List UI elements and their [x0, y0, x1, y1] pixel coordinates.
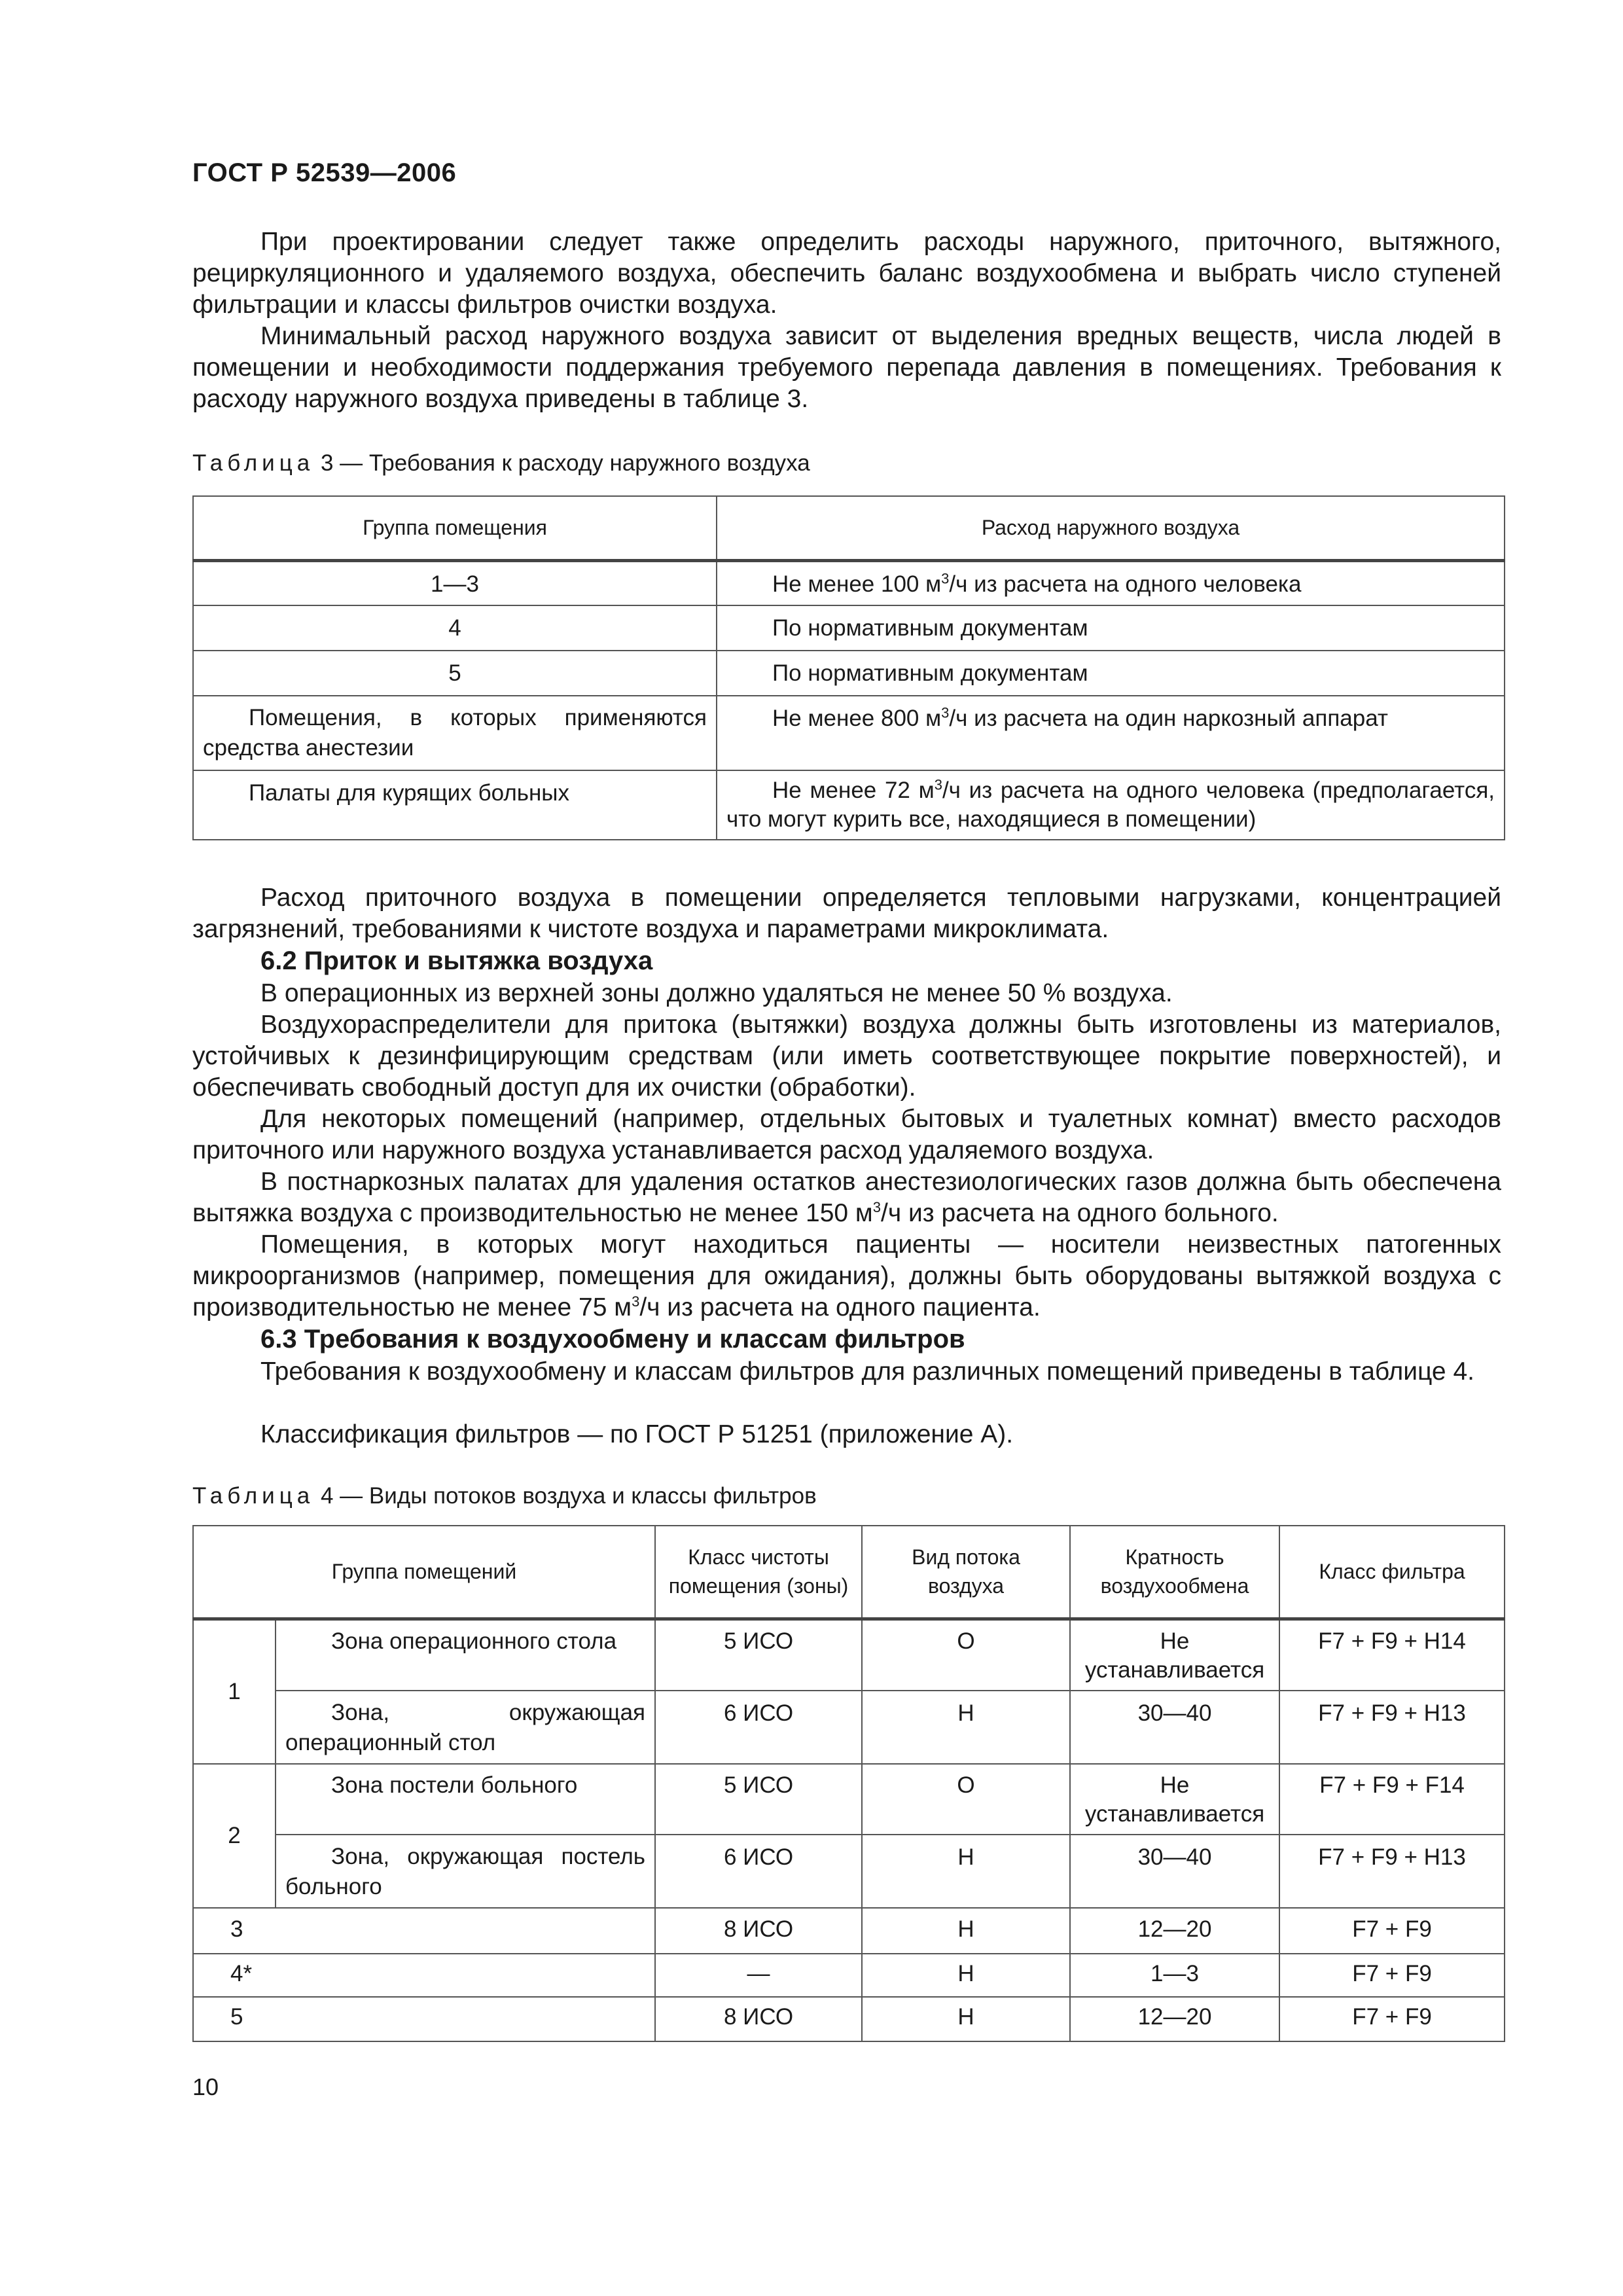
filter-classes-table: [192, 1525, 1505, 2042]
page-number: 10: [192, 2073, 219, 2100]
flow-type-cell: Н: [862, 1908, 1070, 1954]
table-caption-word: Таблица: [192, 450, 315, 476]
table-header-row: [193, 496, 1505, 560]
table-row: [193, 651, 1505, 696]
air-change-cell: 30—40: [1070, 1691, 1279, 1764]
flow-type-cell: Н: [862, 1997, 1070, 2041]
clean-class-cell: 5 ИСО: [655, 1619, 862, 1691]
superscript: 3: [632, 1293, 640, 1310]
paragraph: В операционных из верхней зоны должно удаляться не менее 50 % воздуха.: [260, 979, 1173, 1007]
column-header: Группа помещения: [193, 496, 717, 560]
air-change-cell: 12—20: [1070, 1908, 1279, 1954]
rate-cell: [717, 560, 1505, 605]
paragraph-text: /ч из расчета на одного больного.: [881, 1199, 1279, 1227]
table-row: [193, 1954, 1505, 1997]
table-row: [193, 1835, 1505, 1908]
rate-cell: [717, 770, 1505, 840]
paragraph: [192, 1166, 1501, 1229]
clean-class-cell: 5 ИСО: [655, 1764, 862, 1835]
superscript: 3: [941, 704, 950, 721]
superscript: 3: [872, 1199, 881, 1215]
air-change-cell: 30—40: [1070, 1835, 1279, 1908]
table-caption: [192, 450, 810, 476]
table-caption: [192, 1483, 817, 1509]
filter-class-cell: F7 + F9 + H13: [1279, 1691, 1505, 1764]
group-cell: 2: [193, 1764, 276, 1908]
section-heading: 6.3 Требования к воздухообмену и классам фильтров: [260, 1325, 965, 1354]
rate-cell: По нормативным документам: [717, 651, 1505, 696]
table-row: [193, 770, 1505, 840]
table-header-row: [193, 1526, 1505, 1619]
filter-class-cell: F7 + F9: [1279, 1997, 1505, 2041]
clean-class-cell: 8 ИСО: [655, 1997, 862, 2041]
paragraph: [192, 1229, 1501, 1323]
rate-text: /ч из расчета на одного человека: [949, 571, 1302, 597]
air-change-cell: Не устанавливается: [1070, 1764, 1279, 1835]
rate-text: Не менее 800 м: [772, 706, 942, 731]
table-caption-word: Таблица: [192, 1483, 315, 1509]
air-change-cell: Не устанавливается: [1070, 1619, 1279, 1691]
clean-class-cell: 6 ИСО: [655, 1691, 862, 1764]
table-row: [193, 560, 1505, 605]
clean-class-cell: 8 ИСО: [655, 1908, 862, 1954]
flow-type-cell: О: [862, 1764, 1070, 1835]
table-caption-title: 3 — Требования к расходу наружного воздуха: [320, 450, 810, 476]
column-header: Класс чистоты помещения (зоны): [655, 1526, 862, 1619]
air-change-cell: 1—3: [1070, 1954, 1279, 1997]
group-cell: 1: [193, 1619, 276, 1764]
rate-text: /ч из расчета на одного человека (предполагается, что могут курить все, находящиеся в помещении): [726, 778, 1495, 832]
superscript: 3: [941, 569, 950, 586]
table-row: [193, 1619, 1505, 1691]
zone-cell: Зона, окружающая операционный стол: [276, 1691, 655, 1764]
filter-class-cell: F7 + F9: [1279, 1954, 1505, 1997]
zone-cell: Зона, окружающая постель больного: [276, 1835, 655, 1908]
paragraph: При проектировании следует также определить расходы наружного, приточного, вытяжного, рециркуляционного и удаляемого воздуха, обеспечить баланс воздухообмена и выбрать число ступеней фильтрации и классы фильтров очистки воздуха.: [192, 228, 1501, 319]
rate-text: /ч из расчета на один наркозный аппарат: [949, 706, 1388, 731]
group-cell: 5: [193, 1997, 655, 2041]
filter-class-cell: F7 + F9 + F14: [1279, 1764, 1505, 1835]
rate-text: Не менее 72 м: [772, 778, 935, 803]
paragraph-text: Помещения, в которых могут находиться пациенты — носители неизвестных патогенных микроорганизмов (например, помещения для ожидания), должны быть оборудованы вытяжкой воздуха с производительностью не менее 75 м: [192, 1230, 1501, 1321]
column-header: Вид потока воздуха: [862, 1526, 1070, 1619]
flow-type-cell: Н: [862, 1691, 1070, 1764]
table-caption-title: 4 — Виды потоков воздуха и классы фильтров: [320, 1483, 817, 1509]
group-cell: 4*: [193, 1954, 655, 1997]
paragraph: Минимальный расход наружного воздуха зависит от выделения вредных веществ, числа людей в помещении и необходимости поддержания требуемого перепада давления в помещениях. Требования к расходу наружного воздуха приведены в таблице 3.: [192, 322, 1501, 413]
table-row: [193, 696, 1505, 770]
outdoor-air-table: [192, 495, 1505, 840]
air-change-cell: 12—20: [1070, 1997, 1279, 2041]
column-header: Расход наружного воздуха: [717, 496, 1505, 560]
rate-cell: По нормативным документам: [717, 605, 1505, 651]
column-header: Класс фильтра: [1279, 1526, 1505, 1619]
paragraph: Классификация фильтров — по ГОСТ Р 51251 (приложение А).: [260, 1420, 1014, 1448]
paragraph: Требования к воздухообмену и классам фильтров для различных помещений приведены в таблице 4.: [260, 1357, 1474, 1386]
group-cell: 4: [193, 605, 717, 651]
flow-type-cell: Н: [862, 1954, 1070, 1997]
group-cell: 5: [193, 651, 717, 696]
rate-text: Не менее 100 м: [772, 571, 942, 597]
clean-class-cell: 6 ИСО: [655, 1835, 862, 1908]
table-row: [193, 1908, 1505, 1954]
clean-class-cell: —: [655, 1954, 862, 1997]
superscript: 3: [934, 776, 942, 793]
filter-class-cell: F7 + F9 + H13: [1279, 1835, 1505, 1908]
zone-cell: Зона операционного стола: [276, 1619, 655, 1691]
paragraph-text: /ч из расчета на одного пациента.: [639, 1293, 1041, 1321]
group-cell: 1—3: [193, 560, 717, 605]
section-heading: 6.2 Приток и вытяжка воздуха: [260, 946, 653, 975]
rate-cell: [717, 696, 1505, 770]
group-cell: 3: [193, 1908, 655, 1954]
table-row: [193, 1764, 1505, 1835]
table-row: [193, 1691, 1505, 1764]
paragraph: Для некоторых помещений (например, отдельных бытовых и туалетных комнат) вместо расходов приточного или наружного воздуха устанавливается расход удаляемого воздуха.: [192, 1105, 1501, 1164]
table-row: [193, 605, 1505, 651]
paragraph: Воздухораспределители для притока (вытяжки) воздуха должны быть изготовлены из материалов, устойчивых к дезинфицирующим средствам (или иметь соответствующее покрытие поверхностей), и обеспечивать свободный доступ для их очистки (обработки).: [192, 1011, 1501, 1102]
flow-type-cell: Н: [862, 1835, 1070, 1908]
zone-cell: Зона постели больного: [276, 1764, 655, 1835]
document-header: ГОСТ Р 52539—2006: [192, 158, 457, 187]
group-cell: Палаты для курящих больных: [193, 770, 717, 840]
filter-class-cell: F7 + F9: [1279, 1908, 1505, 1954]
paragraph: Расход приточного воздуха в помещении определяется тепловыми нагрузками, концентрацией загрязнений, требованиями к чистоте воздуха и параметрами микроклимата.: [192, 884, 1501, 943]
flow-type-cell: О: [862, 1619, 1070, 1691]
column-header: Группа помещений: [193, 1526, 655, 1619]
group-cell: Помещения, в которых применяются средства анестезии: [193, 696, 717, 770]
filter-class-cell: F7 + F9 + H14: [1279, 1619, 1505, 1691]
table-row: [193, 1997, 1505, 2041]
column-header: Кратность воздухообмена: [1070, 1526, 1279, 1619]
paragraph-text: В постнаркозных палатах для удаления остатков анестезиологических газов должна быть обеспечена вытяжка воздуха с производительностью не менее 150 м: [192, 1168, 1501, 1227]
